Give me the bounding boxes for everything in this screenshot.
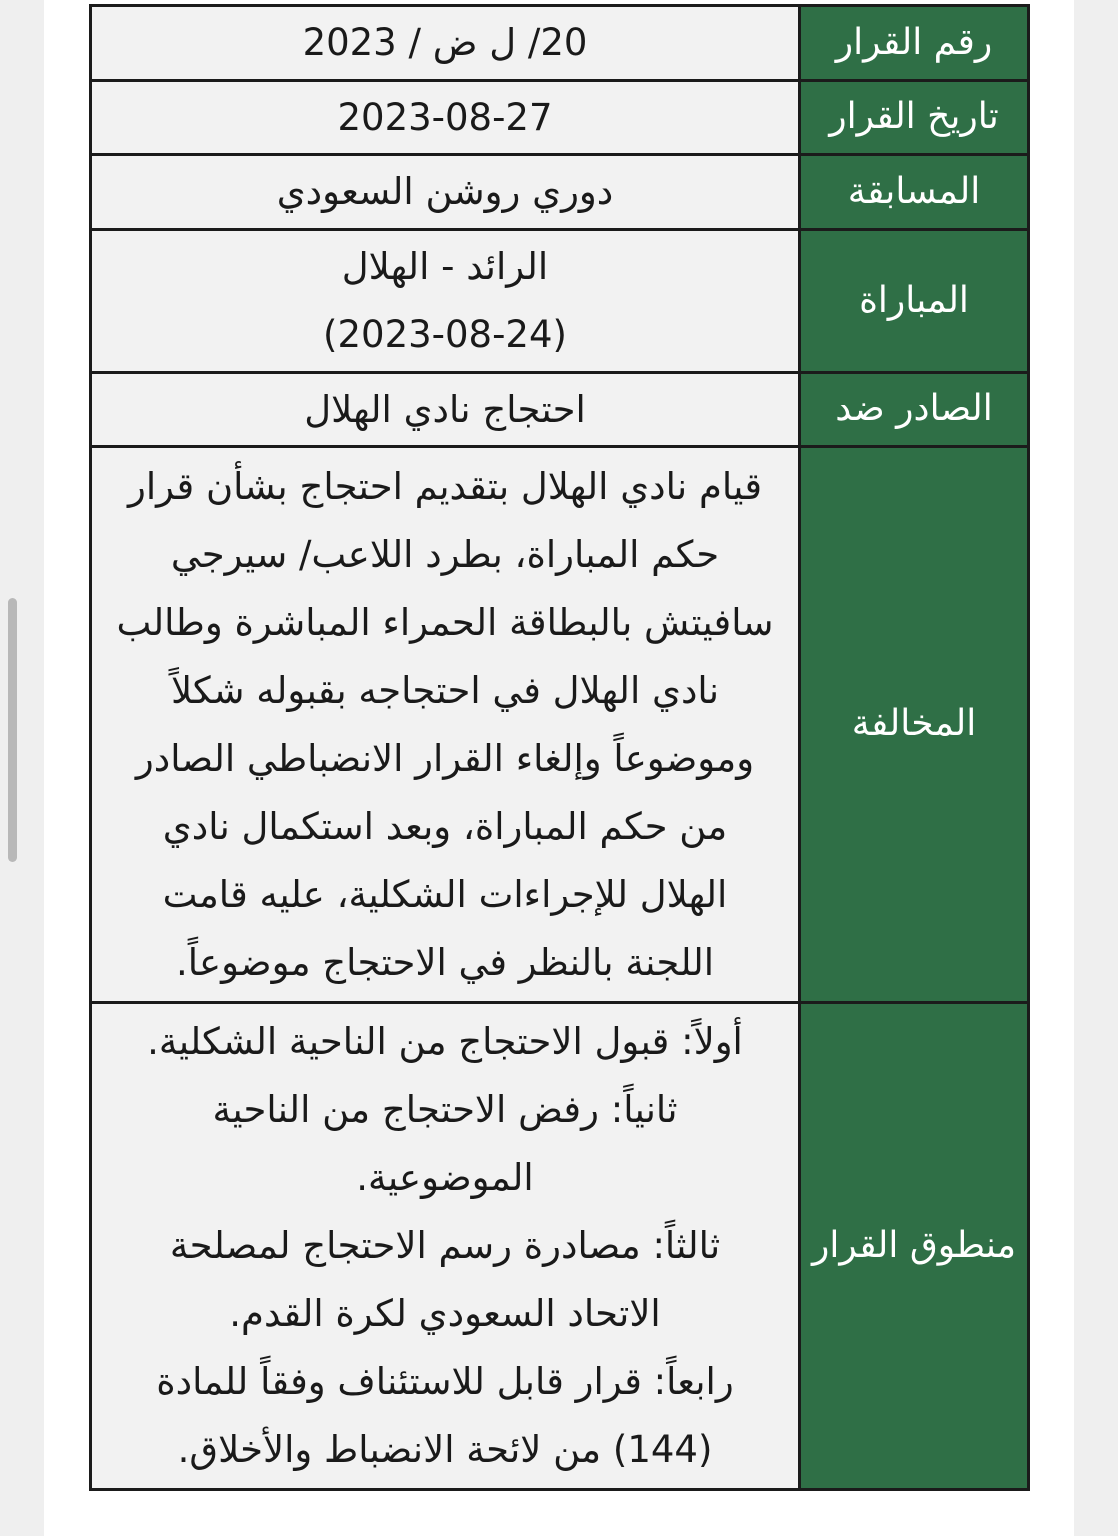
violation-line: نادي الهلال في احتجاجه بقبوله شكلاً (170, 668, 719, 712)
value-ruling (91, 1003, 800, 1490)
label-competition: المسابقة (800, 155, 1029, 230)
ruling-line: ثانياً: رفض الاحتجاج من الناحية (212, 1088, 678, 1131)
row-match (91, 230, 1029, 373)
row-violation (91, 447, 1029, 1003)
value-decision-date (91, 81, 800, 155)
label-decision-date: تاريخ القرار (800, 81, 1029, 155)
violation-line: قيام نادي الهلال بتقديم احتجاج بشأن قرار (127, 464, 763, 508)
ruling-line: ثالثاً: مصادرة رسم الاحتجاج لمصلحة (169, 1224, 721, 1267)
row-issued-against (91, 373, 1029, 447)
decision-date-text: 2023-08-27 (337, 95, 553, 139)
row-ruling (91, 1003, 1029, 1490)
ruling-line: (144) من لائحة الانضباط والأخلاق. (177, 1428, 713, 1471)
label-match: المباراة (800, 230, 1029, 373)
right-margin-strip (1074, 0, 1118, 1536)
violation-line: الهلال للإجراءات الشكلية، عليه قامت (162, 872, 728, 916)
left-margin-strip (0, 0, 44, 1536)
label-violation: المخالفة (800, 447, 1029, 1003)
scrollbar-thumb[interactable] (8, 598, 17, 862)
value-violation (91, 447, 800, 1003)
match-teams-text: الرائد - الهلال (341, 245, 549, 288)
violation-line: وموضوعاً وإلغاء القرار الانضباطي الصادر (135, 736, 755, 780)
label-issued-against: الصادر ضد (800, 373, 1029, 447)
value-issued-against (91, 373, 800, 447)
row-competition (91, 155, 1029, 230)
value-competition (91, 155, 800, 230)
violation-line: سافيتش بالبطاقة الحمراء المباشرة وطالب (116, 600, 774, 644)
ruling-line: الموضوعية. (356, 1156, 534, 1199)
ruling-line: أولاً: قبول الاحتجاج من الناحية الشكلية. (147, 1020, 743, 1063)
violation-line: حكم المباراة، بطرد اللاعب/ سيرجي (170, 532, 720, 576)
label-decision-number: رقم القرار (800, 6, 1029, 81)
competition-text: دوري روشن السعودي (276, 170, 614, 213)
match-date-text: (2023-08-24) (323, 313, 567, 356)
value-match (91, 230, 800, 373)
row-decision-number (91, 6, 1029, 81)
row-decision-date (91, 81, 1029, 155)
violation-line: اللجنة بالنظر في الاحتجاج موضوعاً. (175, 940, 715, 984)
issued-against-text: احتجاج نادي الهلال (304, 387, 586, 431)
violation-line: من حكم المباراة، وبعد استكمال نادي (162, 804, 728, 848)
ruling-line: رابعاً: قرار قابل للاستئناف وفقاً للمادة (156, 1360, 734, 1403)
decision-table (89, 4, 1030, 1491)
value-decision-number (91, 6, 800, 81)
ruling-line: الاتحاد السعودي لكرة القدم. (229, 1292, 661, 1335)
decision-number-text: 20/ ل ض / 2023 (302, 21, 588, 64)
label-ruling: منطوق القرار (800, 1003, 1029, 1490)
